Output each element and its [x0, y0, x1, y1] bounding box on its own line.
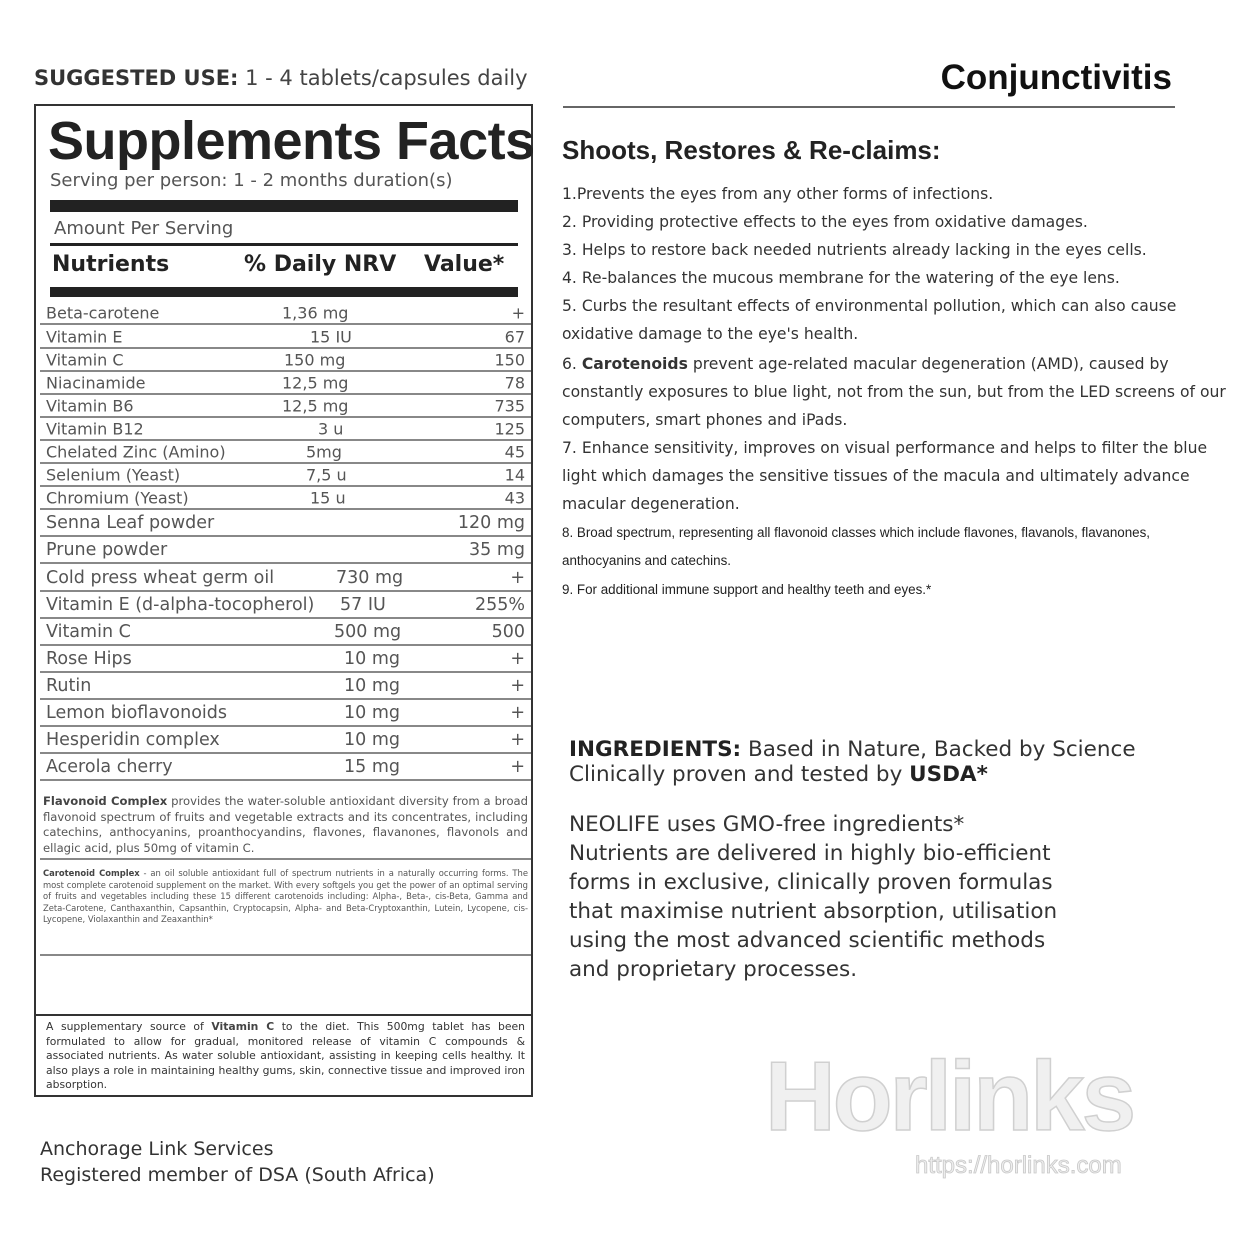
- nutrient-value: +: [510, 756, 525, 777]
- watermark-brand: Horlinks: [765, 1041, 1134, 1151]
- nutrient-name: Vitamin B12: [46, 419, 144, 438]
- neolife-block: [569, 810, 1057, 984]
- nutrient-value: 500: [491, 621, 525, 642]
- ingredients-block: [569, 737, 1136, 787]
- nutrient-row: [40, 326, 531, 349]
- flavonoid-note: [40, 794, 531, 860]
- nutrient-amount: 10 mg: [344, 729, 400, 750]
- suggested-use-label: SUGGESTED USE:: [34, 66, 239, 90]
- footer: [40, 1136, 435, 1188]
- benefit-item: [562, 350, 1227, 434]
- nutrient-name: Rutin: [46, 675, 92, 696]
- benefit-item: 8. Broad spectrum, representing all flavonoid classes which include flavones, flavanols, flavanones, anthocyanins and catechins.: [562, 525, 1151, 568]
- nutrient-row: [40, 646, 531, 673]
- amount-per-serving: Amount Per Serving: [54, 218, 234, 239]
- watermark-url: https://horlinks.com: [915, 1152, 1122, 1179]
- nutrient-amount: 12,5 mg: [282, 373, 349, 392]
- nutrient-name: Niacinamide: [46, 373, 146, 392]
- benefit-item: 3. Helps to restore back needed nutrients already lacking in the eyes cells.: [562, 241, 1147, 259]
- nutrient-name: Selenium (Yeast): [46, 465, 181, 484]
- neolife-line: that maximise nutrient absorption, utilisation: [569, 899, 1058, 924]
- carotenoid-note-label: Carotenoid Complex: [43, 868, 140, 878]
- nutrient-row: [40, 700, 531, 727]
- nutrient-row: [40, 418, 531, 441]
- nutrient-row: [40, 565, 531, 592]
- nutrient-amount: 10 mg: [344, 702, 400, 723]
- nutrient-name: Senna Leaf powder: [46, 512, 215, 533]
- nutrient-amount: 3 u: [318, 419, 344, 438]
- footer-membership: Registered member of DSA (South Africa): [40, 1164, 435, 1186]
- facts-divider-thick: [50, 200, 518, 212]
- nutrient-name: Vitamin E: [46, 327, 123, 346]
- nutrient-row: [40, 464, 531, 487]
- blank-box: [36, 956, 531, 1016]
- suggested-use: [34, 66, 528, 90]
- benefits-title: Shoots, Restores & Re-claims:: [562, 135, 941, 165]
- benefit-post: prevent age-related macular degeneration (AMD), caused by constantly exposures to blue light, not from the sun, but from the LED screens of our computers, smart phones and iPads.: [562, 355, 1226, 429]
- nutrient-value: 255%: [474, 594, 525, 615]
- nutrient-row: [40, 592, 531, 619]
- nutrient-name: Chromium (Yeast): [46, 488, 189, 507]
- ingredients-line1: Based in Nature, Backed by Science: [741, 737, 1136, 762]
- carotenoid-note-text: - an oil soluble antioxidant full of spectrum nutrients in a naturally occurring forms. The most complete carotenoid supplement on the market. With every softgels you get the power of an optimal serving of fruits and vegetables including these 15 different carotenoids including: Alpha-, Beta-, cis-Beta, Gamma and Zeta-Carotene, Canthaxanthin, Capsanthin, Cryptocapsin, Alpha- and Beta-Cryptoxanthin, Lutein, Lycopene, cis-Lycopene, Violaxanthin and Zeaxanthin*: [43, 868, 528, 924]
- facts-serving: Serving per person: 1 - 2 months duration(s): [50, 170, 453, 191]
- nutrient-value: +: [510, 729, 525, 750]
- header-value: Value*: [424, 252, 505, 277]
- neolife-line: NEOLIFE uses GMO-free ingredients*: [569, 812, 965, 837]
- nutrient-amount: 150 mg: [284, 350, 346, 369]
- nutrient-name: Lemon bioflavonoids: [46, 702, 227, 723]
- nutrient-value: 78: [504, 373, 525, 392]
- benefit-pre: 6.: [562, 355, 582, 373]
- nutrient-value: +: [510, 702, 525, 723]
- nutrient-name: Vitamin C: [46, 350, 124, 369]
- nutrient-amount: 10 mg: [344, 675, 400, 696]
- neolife-line: forms in exclusive, clinically proven formulas: [569, 870, 1053, 895]
- nutrient-row: [40, 302, 531, 325]
- facts-divider: [50, 243, 518, 246]
- nutrient-value: +: [510, 648, 525, 669]
- vitc-note-bold: Vitamin C: [211, 1020, 275, 1033]
- title-divider: [563, 106, 1175, 108]
- nutrient-row: [40, 510, 531, 537]
- nutrient-amount: 1,36 mg: [282, 303, 349, 322]
- ingredients-label: INGREDIENTS:: [569, 737, 742, 762]
- supplement-facts-panel: [34, 104, 533, 1097]
- nutrient-amount: 10 mg: [344, 648, 400, 669]
- nutrient-row: [40, 349, 531, 372]
- benefit-item: 5. Curbs the resultant effects of environmental pollution, which can also cause oxidative damage to the eye's health.: [562, 297, 1177, 343]
- nutrient-amount: 5mg: [306, 442, 342, 461]
- nutrient-value: 735: [494, 396, 525, 415]
- nutrient-name: Acerola cherry: [46, 756, 173, 777]
- benefit-item: 1.Prevents the eyes from any other forms of infections.: [562, 185, 994, 203]
- nutrient-row: [40, 487, 531, 510]
- nutrient-value: 67: [504, 327, 525, 346]
- vitc-note-post: to the diet. This 500mg tablet has been formulated to allow for gradual, monitored release of vitamin C compounds & associated nutrients. As water soluble antioxidant, assisting in keeping cells healthy. It also plays a role in maintaining healthy gums, skin, connective tissue and improved iron absorption.: [46, 1020, 525, 1091]
- nutrient-amount: 7,5 u: [306, 465, 347, 484]
- nutrient-name: Rose Hips: [46, 648, 132, 669]
- facts-title: Supplements Facts: [48, 111, 535, 171]
- nutrient-row: [40, 372, 531, 395]
- product-title: Conjunctivitis: [940, 58, 1172, 97]
- benefit-bold: Carotenoids: [581, 355, 688, 373]
- nutrient-value: 45: [504, 442, 525, 461]
- nutrient-amount: 500 mg: [334, 621, 402, 642]
- benefit-item: 2. Providing protective effects to the eyes from oxidative damages.: [562, 213, 1088, 231]
- nutrient-name: Cold press wheat germ oil: [46, 567, 275, 588]
- nutrient-row: [40, 537, 531, 564]
- neolife-line: Nutrients are delivered in highly bio-efficient: [569, 841, 1051, 866]
- neolife-line: using the most advanced scientific methods: [569, 928, 1046, 953]
- nutrient-value: 150: [494, 350, 525, 369]
- nutrient-value: +: [510, 567, 525, 588]
- nutrient-value: 125: [494, 419, 525, 438]
- nutrient-row: [40, 727, 531, 754]
- nutrient-name: Vitamin B6: [46, 396, 134, 415]
- nutrient-row: [40, 395, 531, 418]
- ingredients-line2: Clinically proven and tested by: [569, 762, 910, 787]
- nutrient-amount: 12,5 mg: [282, 396, 349, 415]
- nutrient-name: Hesperidin complex: [46, 729, 220, 750]
- benefit-item: 7. Enhance sensitivity, improves on visual performance and helps to filter the blue light which damages the sensitive tissues of the macula and ultimately advance macular degeneration.: [562, 439, 1208, 513]
- suggested-use-value: 1 - 4 tablets/capsules daily: [245, 66, 528, 90]
- watermark-logo: [765, 1040, 1195, 1190]
- nutrient-row: [40, 754, 531, 781]
- vitamin-c-note: [40, 1020, 531, 1093]
- nutrient-amount: 15 IU: [310, 327, 352, 346]
- nutrient-name: Vitamin C: [46, 621, 131, 642]
- nutrient-name: Chelated Zinc (Amino): [46, 442, 226, 461]
- benefit-item: 9. For additional immune support and healthy teeth and eyes.*: [562, 582, 932, 597]
- flavonoid-note-text: provides the water-soluble antioxidant diversity from a broad flavonoid spectrum of fruits and vegetable extracts and its concentrates, including catechins, anthocyanins, proanthocyandins, flavones, flavanones, flavonols and ellagic acid, plus 50mg of vitamin C.: [43, 794, 528, 855]
- nutrient-amount: 15 u: [310, 488, 346, 507]
- carotenoid-note: [40, 868, 531, 956]
- nutrient-value: +: [510, 675, 525, 696]
- nutrient-amount: 57 IU: [340, 594, 386, 615]
- vitc-note-pre: A supplementary source of: [46, 1020, 212, 1033]
- nutrient-row: [40, 619, 531, 646]
- flavonoid-note-label: Flavonoid Complex: [43, 794, 168, 808]
- footer-company: Anchorage Link Services: [40, 1138, 274, 1160]
- nutrient-amount: 15 mg: [344, 756, 400, 777]
- nutrient-value: 14: [504, 465, 525, 484]
- nutrient-value: 35 mg: [469, 539, 525, 560]
- neolife-line: and proprietary processes.: [569, 957, 858, 982]
- facts-header-divider: [50, 287, 518, 297]
- header-nutrients: Nutrients: [52, 252, 170, 277]
- nutrient-value: +: [511, 303, 525, 322]
- nutrient-row: [40, 441, 531, 464]
- nutrient-name: Beta-carotene: [46, 303, 160, 322]
- nutrient-name: Prune powder: [46, 539, 168, 560]
- benefit-item: 4. Re-balances the mucous membrane for the watering of the eye lens.: [562, 269, 1120, 287]
- nutrient-amount: 730 mg: [336, 567, 404, 588]
- nutrient-name: Vitamin E (d-alpha-tocopherol): [46, 594, 315, 615]
- nutrient-value: 120 mg: [457, 512, 525, 533]
- header-daily-nrv: % Daily NRV: [244, 252, 397, 277]
- nutrient-value: 43: [504, 488, 525, 507]
- nutrient-row: [40, 673, 531, 700]
- ingredients-usda: USDA*: [909, 762, 988, 787]
